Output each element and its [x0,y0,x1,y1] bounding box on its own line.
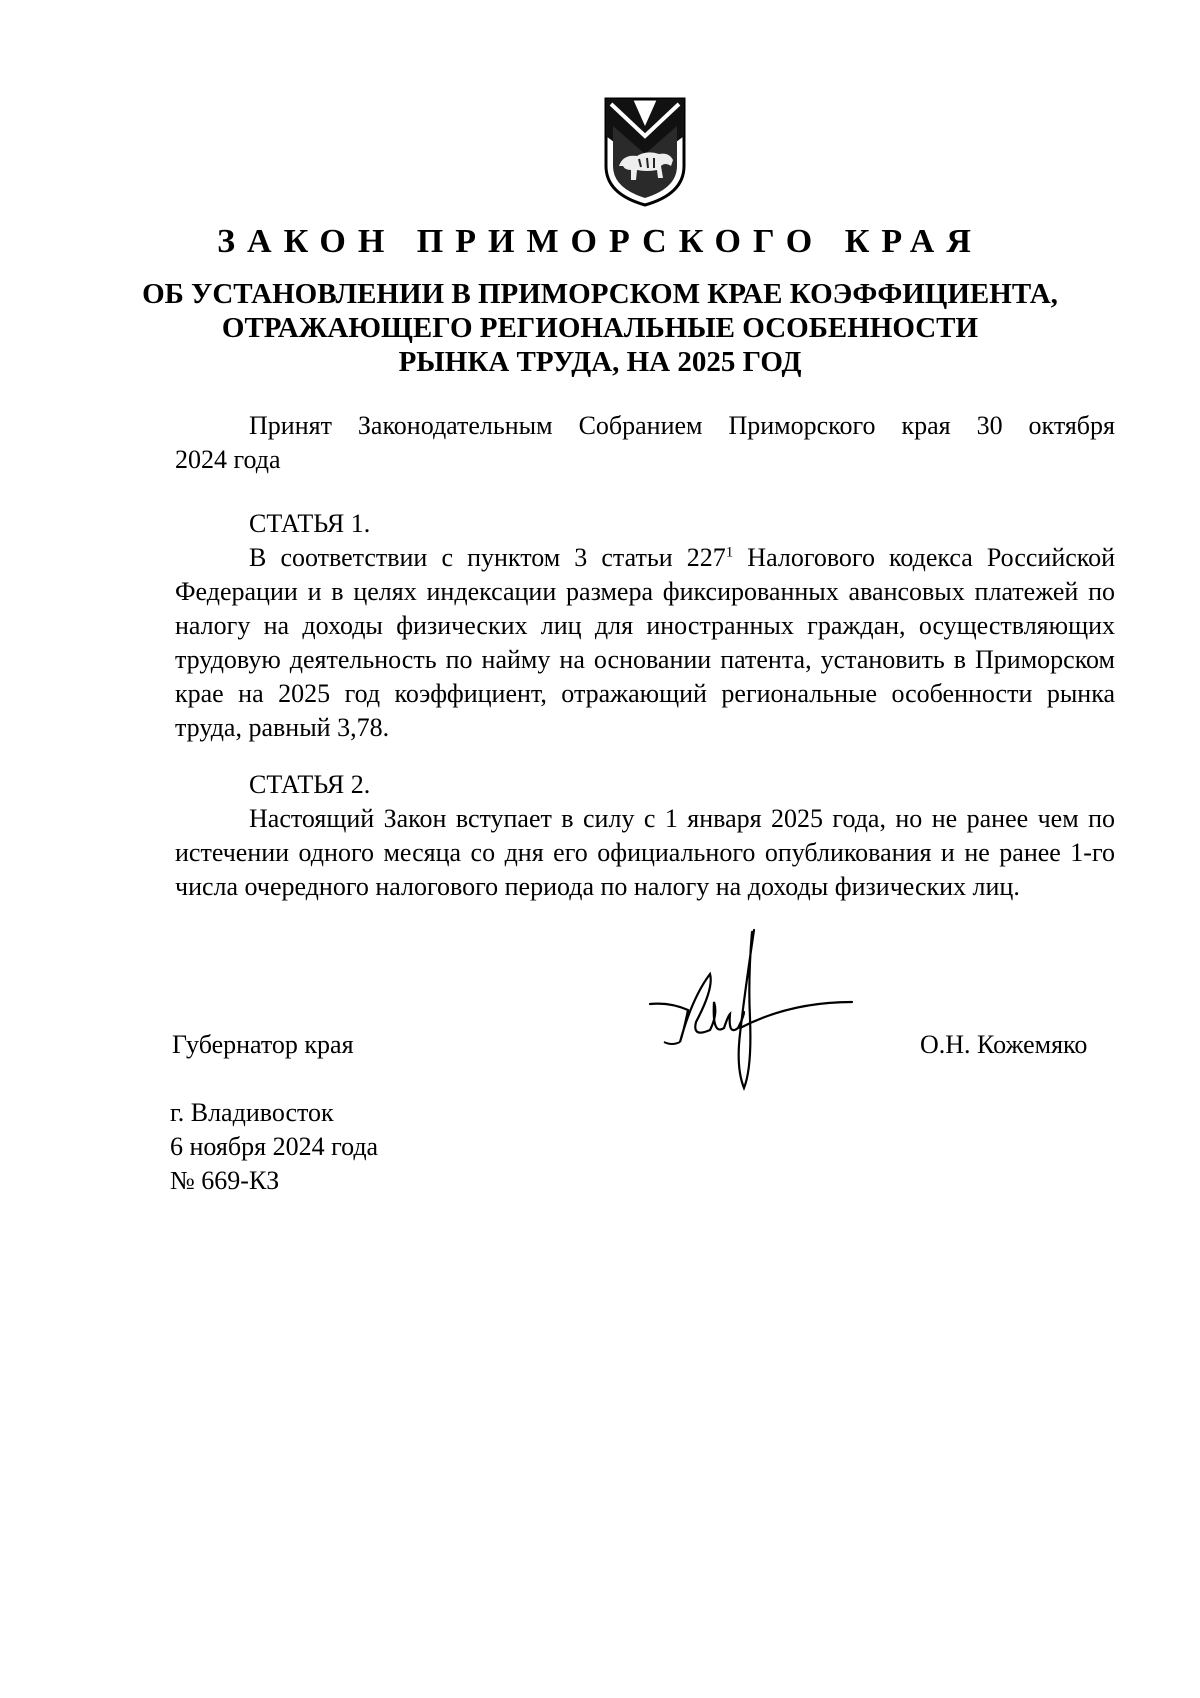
subtitle-line: РЫНКА ТРУДА, НА 2025 ГОД [398,346,802,378]
article-2 [175,768,1115,904]
law-subtitle [0,277,1200,379]
article-1-text-start: В соответствии с пунктом 3 статьи 227 [249,543,726,572]
city: г. Владивосток [170,1098,334,1127]
date: 6 ноября 2024 года [170,1132,379,1161]
article-1 [175,507,1115,745]
article-1-text [175,541,1115,745]
law-number: № 669-КЗ [170,1166,280,1195]
accepted-line-1: Принят Законодательным Собранием Приморского края 30 октября [249,411,1115,440]
article-2-text: Настоящий Закон вступает в силу с 1 января 2025 года, но не ранее чем по истечении одного месяца со дня его официального опубликования и не ранее 1-го числа очередного налогового периода по налогу на доходы физических лиц. [175,804,1115,901]
place-date-number [170,1096,378,1198]
signature-icon [640,918,860,1098]
article-2-heading: СТАТЬЯ 2. [249,770,371,799]
accepted-note [175,409,1115,477]
article-1-superscript: 1 [725,544,734,561]
law-title: ЗАКОН ПРИМОРСКОГО КРАЯ [217,223,983,260]
article-1-heading: СТАТЬЯ 1. [249,509,371,538]
accepted-line-2: 2024 года [175,445,281,474]
article-1-text-end: Налогового кодекса Российской Федерации и в целях индексации размера фиксированных авансовых платежей по налогу на доходы физических лиц для иностранных граждан, осуществляющих трудовую деятельность по найму на основании патента, установить в Приморском крае на 2025 год коэффициент, отражающий региональные особенности рынка труда, равный 3,78. [175,543,1115,742]
subtitle-line: ОТРАЖАЮЩЕГО РЕГИОНАЛЬНЫЕ ОСОБЕННОСТИ [221,312,979,344]
governor-label: Губернатор края [172,1030,354,1059]
coat-of-arms-icon [603,96,687,208]
subtitle-line: ОБ УСТАНОВЛЕНИИ В ПРИМОРСКОМ КРАЕ КОЭФФИЦИЕНТА, [142,278,1058,310]
governor-name: О.Н. Кожемяко [920,1030,1088,1059]
